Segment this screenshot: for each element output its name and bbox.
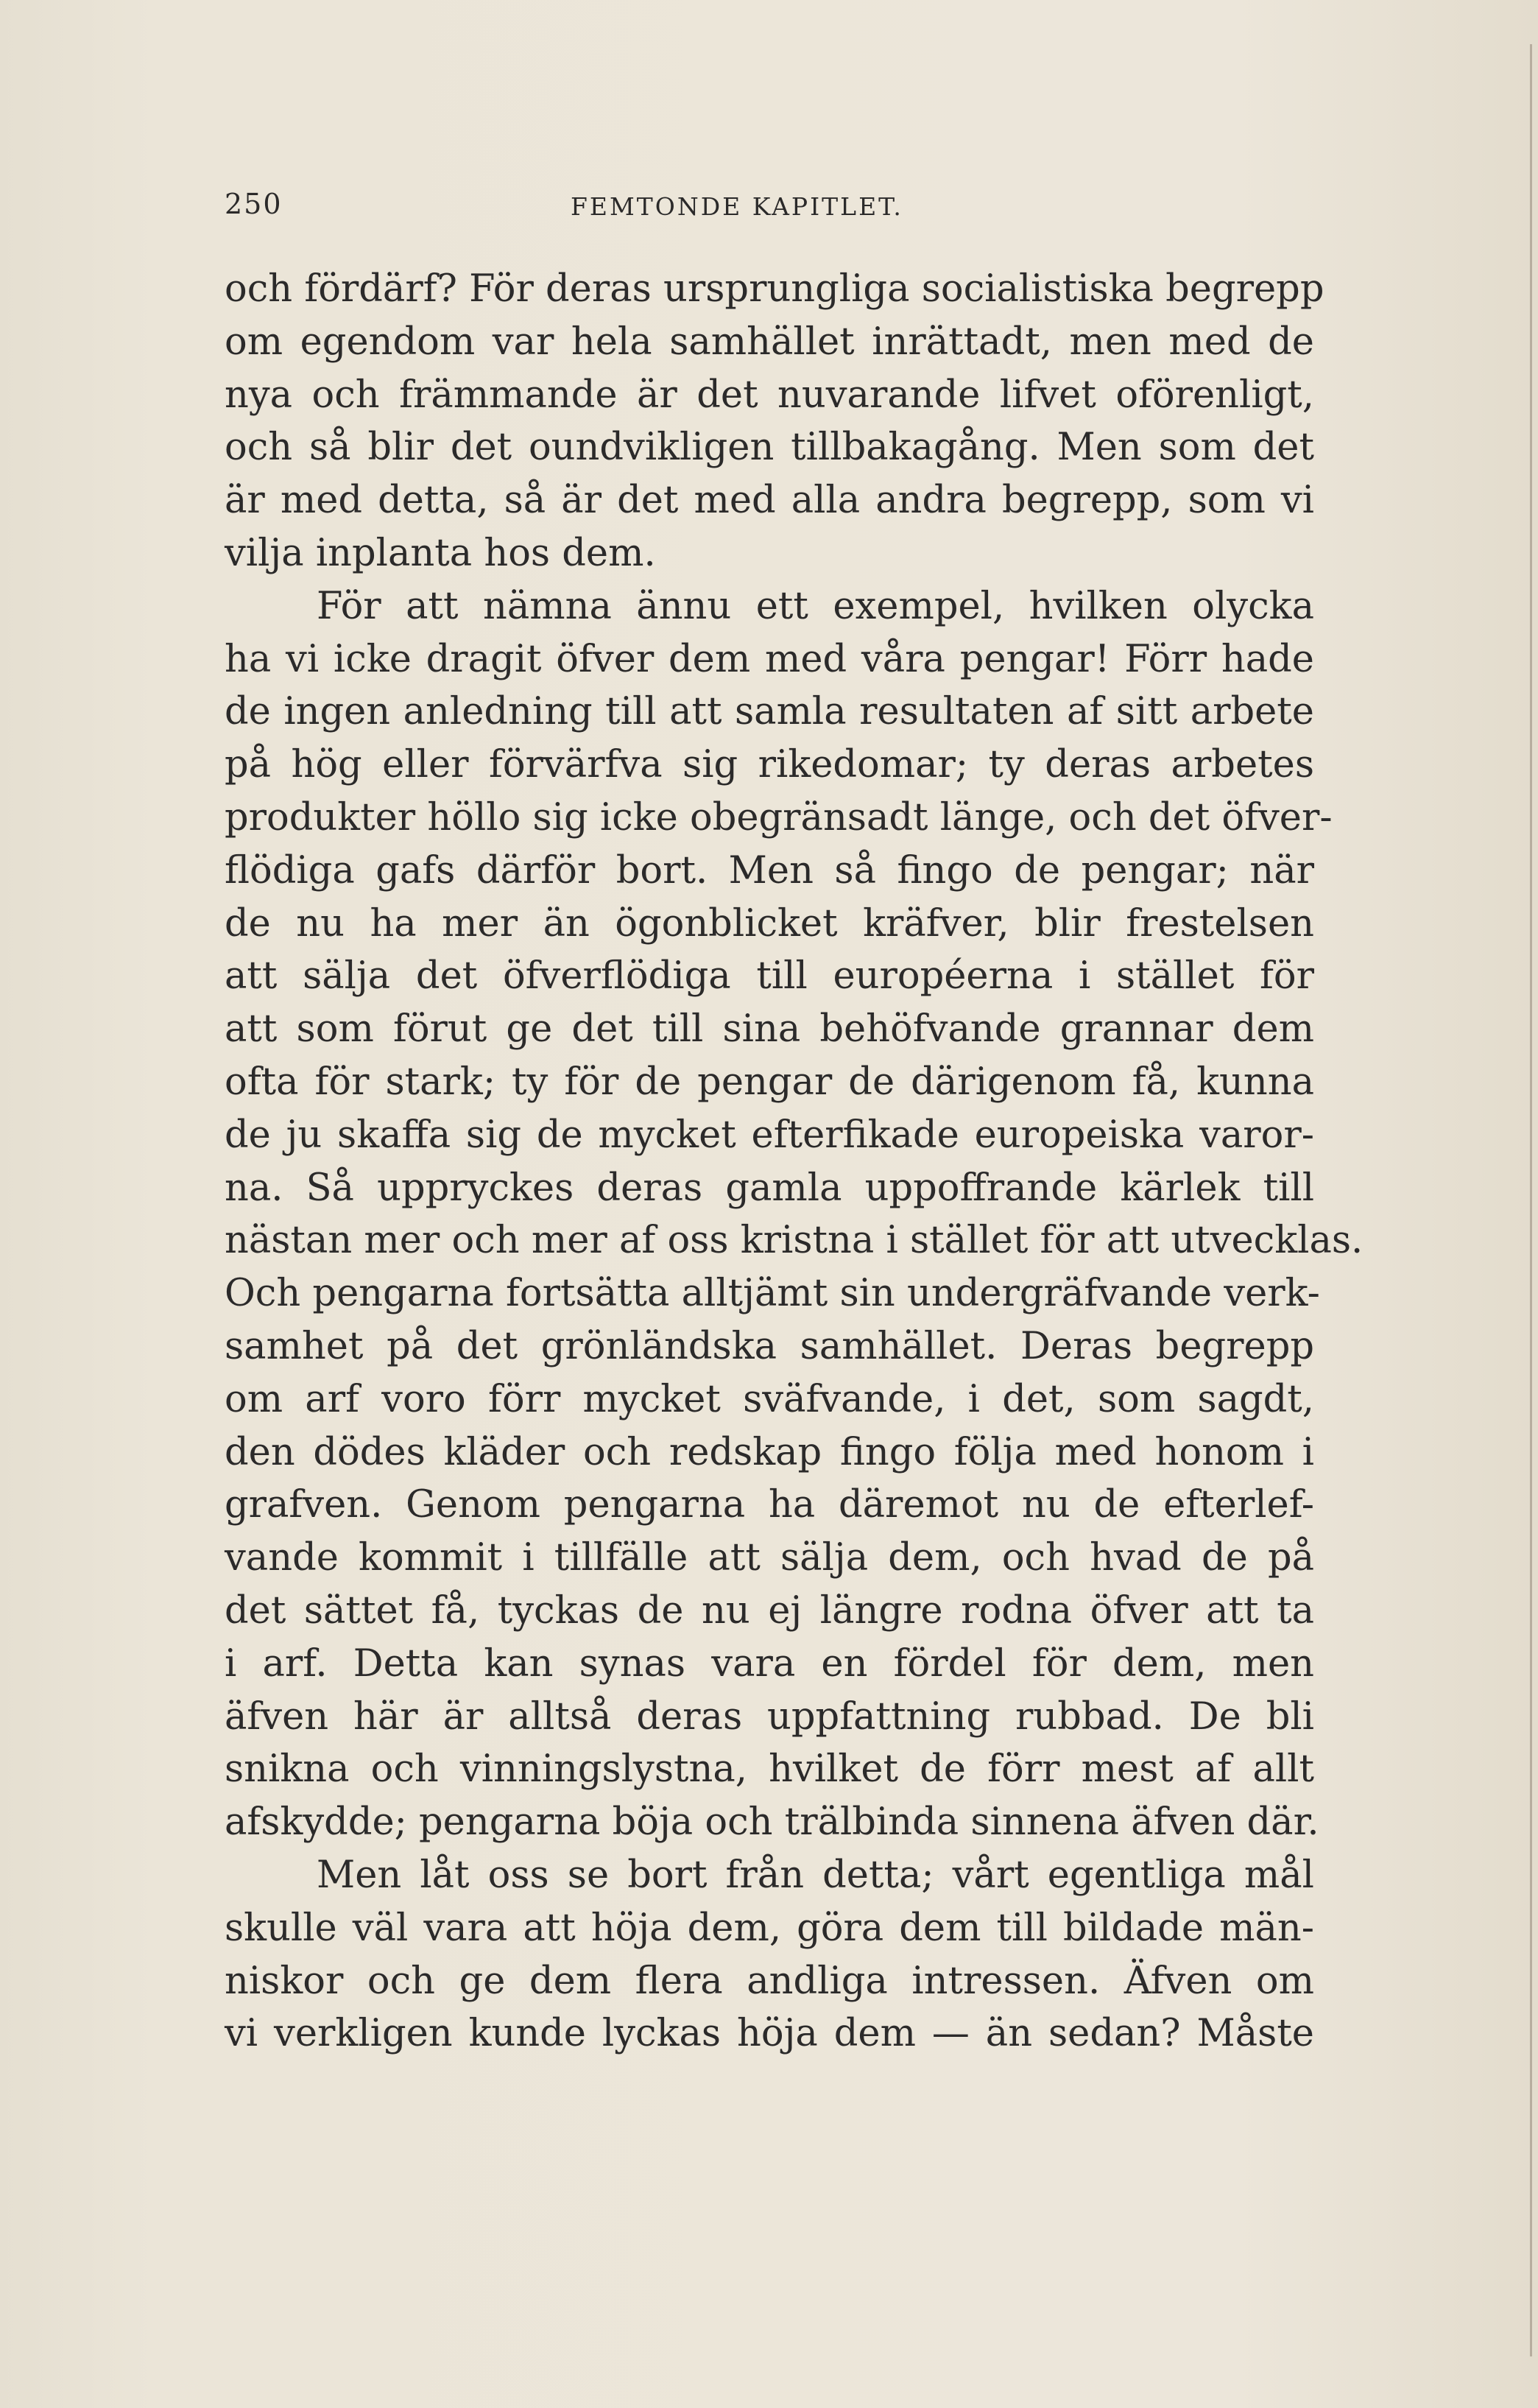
text-line: snikna och vinningslystna, hvilket de förr mest af allt	[225, 1747, 1314, 1792]
text-line: vande kommit i tillfälle att sälja dem, och hvad de på	[225, 1536, 1314, 1580]
text-line: att som förut ge det till sina behöfvande grannar dem	[225, 1007, 1314, 1052]
text-line: Och pengarna fortsätta alltjämt sin undergräfvande verk-	[225, 1272, 1320, 1316]
text-line: För att nämna ännu ett exempel, hvilken olycka	[317, 584, 1314, 628]
text-line: flödiga gafs därför bort. Men så fingo de pengar; när	[225, 848, 1314, 893]
text-line: na. Så uppryckes deras gamla uppoffrande kärlek till	[225, 1166, 1314, 1210]
text-line: den dödes kläder och redskap fingo följa med honom i	[225, 1430, 1314, 1474]
text-line: de ingen anledning till att samla resultaten af sitt arbete	[225, 690, 1314, 734]
text-line: produkter höllo sig icke obegränsadt länge, och det öfver-	[225, 795, 1333, 839]
text-line: niskor och ge dem flera andliga intressen. Äfven om	[225, 1959, 1314, 2003]
text-line: ha vi icke dragit öfver dem med våra pengar! Förr hade	[225, 637, 1314, 681]
running-head: FEMTONDE KAPITLET.	[571, 192, 903, 221]
text-line: och så blir det oundvikligen tillbakagång. Men som det	[225, 426, 1314, 470]
text-line: de ju skaffa sig de mycket efterfikade europeiska varor-	[225, 1113, 1314, 1157]
page-number: 250	[225, 188, 283, 220]
text-line: samhet på det grönländska samhället. Deras begrepp	[225, 1324, 1314, 1368]
page-edge-line	[1530, 44, 1532, 2356]
text-line: och fördärf? För deras ursprungliga socialistiska begrepp	[225, 267, 1324, 311]
text-line: äfven här är alltså deras uppfattning rubbad. De bli	[225, 1694, 1314, 1739]
body-text	[225, 263, 1364, 2060]
text-line: i arf. Detta kan synas vara en fördel för dem, men	[225, 1641, 1314, 1686]
text-line: vi verkligen kunde lyckas höja dem — än sedan? Måste	[225, 2012, 1314, 2056]
text-line: afskydde; pengarna böja och trälbinda sinnena äfven där.	[225, 1800, 1319, 1845]
text-line: är med detta, så är det med alla andra begrepp, som vi	[225, 479, 1314, 523]
text-line: vilja inplanta hos dem.	[225, 531, 656, 575]
text-line: nya och främmande är det nuvarande lifvet oförenligt,	[225, 373, 1314, 417]
text-line: om arf voro förr mycket sväfvande, i det, som sagdt,	[225, 1377, 1314, 1421]
text-line: att sälja det öfverflödiga till européerna i stället för	[225, 954, 1314, 999]
text-line: om egendom var hela samhället inrättadt, men med de	[225, 320, 1314, 364]
text-line: nästan mer och mer af oss kristna i stället för att utvecklas.	[225, 1219, 1364, 1263]
page-header	[225, 188, 1314, 232]
text-line: Men låt oss se bort från detta; vårt egentliga mål	[317, 1853, 1314, 1897]
text-line: grafven. Genom pengarna ha däremot nu de efterlef-	[225, 1483, 1314, 1527]
text-line: de nu ha mer än ögonblicket kräfver, blir frestelsen	[225, 901, 1314, 946]
text-line: det sättet få, tyckas de nu ej längre rodna öfver att ta	[225, 1588, 1314, 1633]
text-line: ofta för stark; ty för de pengar de därigenom få, kunna	[225, 1060, 1314, 1104]
text-line: skulle väl vara att höja dem, göra dem till bildade män-	[225, 1906, 1314, 1950]
text-line: på hög eller förvärfva sig rikedomar; ty deras arbetes	[225, 743, 1314, 787]
